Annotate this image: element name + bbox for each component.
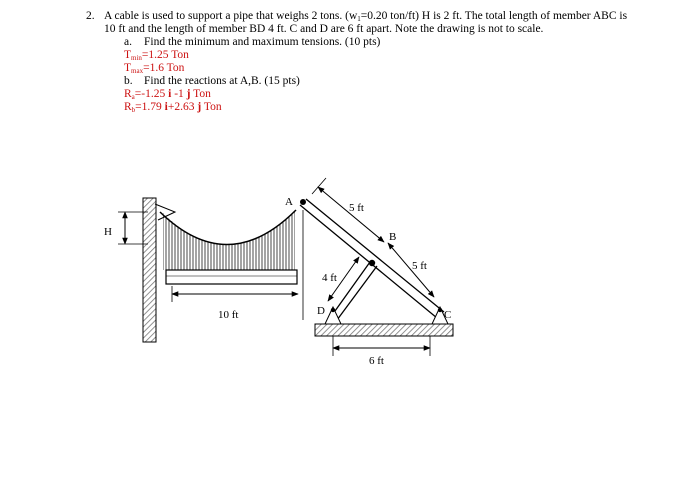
- dim-5ft-right-line: [388, 243, 434, 297]
- ra-unit-j: j: [186, 88, 191, 100]
- member-bd-edge-2: [337, 266, 377, 320]
- ra-subscript: a: [131, 93, 135, 101]
- w1-subscript: 1: [357, 15, 361, 23]
- ra-value-3: Ton: [190, 88, 211, 100]
- pin-c: [438, 308, 442, 312]
- ground: [315, 324, 453, 336]
- pipe: [166, 270, 297, 284]
- part-b-label: b.: [124, 75, 133, 87]
- dim-5ft-top-label: 5 ft: [349, 202, 364, 214]
- label-d: D: [317, 305, 325, 317]
- ra-symbol: R: [124, 88, 132, 100]
- ra-value-1: =-1.25: [134, 88, 169, 100]
- part-a-label: a.: [124, 36, 132, 48]
- dim-10ft-label: 10 ft: [218, 309, 239, 321]
- rb-value-1: =1.79: [135, 101, 165, 113]
- rb-symbol: R: [124, 101, 132, 113]
- rb-value-2: +2.63: [167, 101, 198, 113]
- ra-value-2: -1: [171, 88, 187, 100]
- tmax-subscript: max: [131, 67, 144, 75]
- joint-b: [369, 260, 375, 266]
- tmin-subscript: min: [131, 54, 142, 62]
- tmin-symbol: T: [124, 49, 132, 61]
- problem-line-1-a: A cable is used to support a pipe that weighs 2 tons. (w: [104, 10, 358, 22]
- dim-4ft-label: 4 ft: [322, 272, 337, 284]
- pin-d: [331, 308, 335, 312]
- rb-value-3: Ton: [201, 101, 222, 113]
- label-c: C: [444, 309, 452, 321]
- label-h: H: [104, 226, 112, 238]
- rb-unit-i: i: [164, 101, 168, 113]
- ra-unit-i: i: [168, 88, 172, 100]
- tmax-symbol: T: [124, 62, 132, 74]
- dim-5ft-top-line: [318, 187, 384, 242]
- dim-5ft-right-label: 5 ft: [412, 260, 427, 272]
- dim-6ft-label: 6 ft: [369, 355, 384, 367]
- rb-subscript: b: [131, 106, 136, 114]
- member-abc-edge-2: [306, 199, 444, 312]
- part-b-text: Find the reactions at A,B. (15 pts): [144, 75, 300, 87]
- joint-a: [300, 199, 306, 205]
- problem-number: 2.: [86, 10, 95, 22]
- cable-hangers: [163, 205, 295, 270]
- problem-line-2: 10 ft and the length of member BD 4 ft. C and D are 6 ft apart. Note the drawing is not to scale.: [104, 23, 544, 35]
- label-b: B: [389, 231, 397, 243]
- part-a-text: Find the minimum and maximum tensions. (10 pts): [144, 36, 381, 48]
- rb-unit-j: j: [197, 101, 202, 113]
- left-wall: [143, 198, 156, 342]
- problem-line-1-b: =0.20 ton/ft) H is 2 ft. The total length of member ABC is: [360, 10, 628, 22]
- tmax-value: =1.6 Ton: [143, 62, 185, 74]
- label-a: A: [285, 196, 293, 208]
- tmin-value: =1.25 Ton: [141, 49, 189, 61]
